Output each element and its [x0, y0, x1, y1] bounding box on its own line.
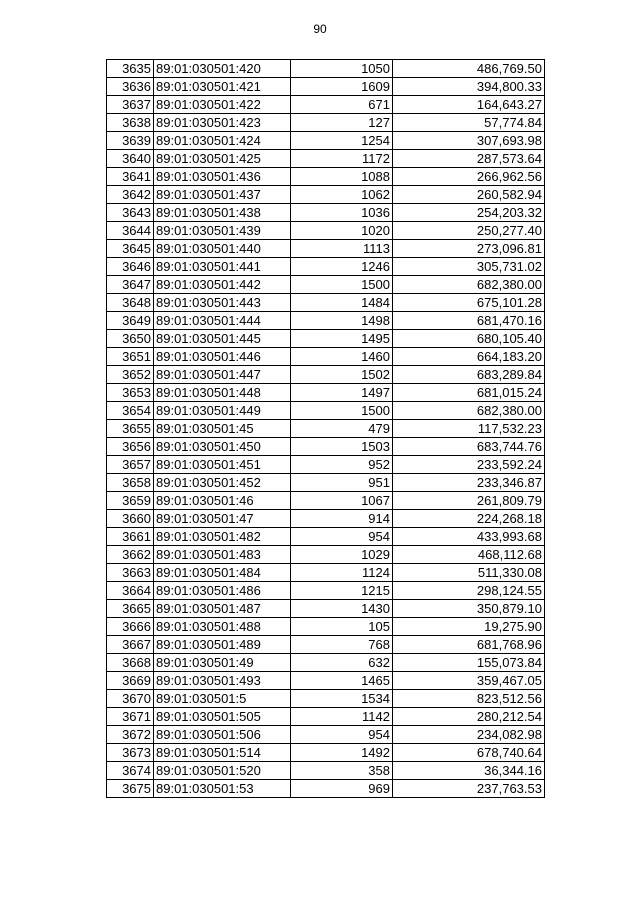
cadastral-value-cell: 682,380.00 — [393, 276, 545, 294]
area-cell: 1254 — [291, 132, 393, 150]
table-row — [107, 402, 545, 420]
cadastral-value-cell: 233,346.87 — [393, 474, 545, 492]
cadastral-value-cell: 682,380.00 — [393, 402, 545, 420]
cadastral-number-cell: 89:01:030501:506 — [154, 726, 291, 744]
area-cell: 1465 — [291, 672, 393, 690]
cadastral-number-cell: 89:01:030501:447 — [154, 366, 291, 384]
row-number-cell: 3669 — [107, 672, 154, 690]
cadastral-number-cell: 89:01:030501:483 — [154, 546, 291, 564]
cadastral-value-cell: 164,643.27 — [393, 96, 545, 114]
row-number-cell: 3672 — [107, 726, 154, 744]
area-cell: 954 — [291, 726, 393, 744]
table-row — [107, 384, 545, 402]
row-number-cell: 3658 — [107, 474, 154, 492]
cadastral-value-cell: 19,275.90 — [393, 618, 545, 636]
table-row — [107, 690, 545, 708]
table-row — [107, 276, 545, 294]
row-number-cell: 3640 — [107, 150, 154, 168]
cadastral-number-cell: 89:01:030501:450 — [154, 438, 291, 456]
row-number-cell: 3645 — [107, 240, 154, 258]
cadastral-value-cell: 683,744.76 — [393, 438, 545, 456]
area-cell: 1503 — [291, 438, 393, 456]
area-cell: 1088 — [291, 168, 393, 186]
cadastral-value-cell: 675,101.28 — [393, 294, 545, 312]
area-cell: 952 — [291, 456, 393, 474]
row-number-cell: 3652 — [107, 366, 154, 384]
table-row — [107, 636, 545, 654]
row-number-cell: 3674 — [107, 762, 154, 780]
table-row — [107, 132, 545, 150]
area-cell: 1430 — [291, 600, 393, 618]
row-number-cell: 3675 — [107, 780, 154, 798]
cadastral-number-cell: 89:01:030501:520 — [154, 762, 291, 780]
table-row — [107, 456, 545, 474]
cadastral-value-cell: 237,763.53 — [393, 780, 545, 798]
row-number-cell: 3636 — [107, 78, 154, 96]
cadastral-value-cell: 280,212.54 — [393, 708, 545, 726]
area-cell: 1029 — [291, 546, 393, 564]
row-number-cell: 3635 — [107, 60, 154, 78]
table-row — [107, 240, 545, 258]
cadastral-number-cell: 89:01:030501:436 — [154, 168, 291, 186]
cadastral-value-cell: 261,809.79 — [393, 492, 545, 510]
row-number-cell: 3653 — [107, 384, 154, 402]
cadastral-value-cell: 266,962.56 — [393, 168, 545, 186]
area-cell: 1067 — [291, 492, 393, 510]
cadastral-number-cell: 89:01:030501:488 — [154, 618, 291, 636]
cadastral-value-cell: 254,203.32 — [393, 204, 545, 222]
table-row — [107, 60, 545, 78]
area-cell: 951 — [291, 474, 393, 492]
cadastral-number-cell: 89:01:030501:47 — [154, 510, 291, 528]
area-cell: 1036 — [291, 204, 393, 222]
table-row — [107, 654, 545, 672]
table-row — [107, 582, 545, 600]
area-cell: 914 — [291, 510, 393, 528]
area-cell: 1495 — [291, 330, 393, 348]
row-number-cell: 3642 — [107, 186, 154, 204]
cadastral-value-cell: 260,582.94 — [393, 186, 545, 204]
row-number-cell: 3643 — [107, 204, 154, 222]
row-number-cell: 3661 — [107, 528, 154, 546]
cadastral-number-cell: 89:01:030501:443 — [154, 294, 291, 312]
cadastral-number-cell: 89:01:030501:425 — [154, 150, 291, 168]
cadastral-number-cell: 89:01:030501:423 — [154, 114, 291, 132]
cadastral-number-cell: 89:01:030501:422 — [154, 96, 291, 114]
area-cell: 1124 — [291, 564, 393, 582]
cadastral-number-cell: 89:01:030501:439 — [154, 222, 291, 240]
cadastral-number-cell: 89:01:030501:442 — [154, 276, 291, 294]
table-row — [107, 294, 545, 312]
cadastral-number-cell: 89:01:030501:46 — [154, 492, 291, 510]
cadastral-value-cell: 250,277.40 — [393, 222, 545, 240]
table-row — [107, 762, 545, 780]
table-row — [107, 258, 545, 276]
cadastral-value-cell: 683,289.84 — [393, 366, 545, 384]
table-row — [107, 330, 545, 348]
cadastral-number-cell: 89:01:030501:441 — [154, 258, 291, 276]
table-row — [107, 726, 545, 744]
row-number-cell: 3655 — [107, 420, 154, 438]
cadastral-number-cell: 89:01:030501:445 — [154, 330, 291, 348]
area-cell: 1534 — [291, 690, 393, 708]
area-cell: 1142 — [291, 708, 393, 726]
table-row — [107, 222, 545, 240]
area-cell: 1492 — [291, 744, 393, 762]
table-row — [107, 420, 545, 438]
row-number-cell: 3663 — [107, 564, 154, 582]
row-number-cell: 3647 — [107, 276, 154, 294]
cadastral-value-cell: 287,573.64 — [393, 150, 545, 168]
row-number-cell: 3644 — [107, 222, 154, 240]
table-row — [107, 510, 545, 528]
table-row — [107, 780, 545, 798]
table-row — [107, 474, 545, 492]
table-row — [107, 708, 545, 726]
table-row — [107, 528, 545, 546]
cadastral-number-cell: 89:01:030501:5 — [154, 690, 291, 708]
row-number-cell: 3648 — [107, 294, 154, 312]
cadastral-value-cell: 305,731.02 — [393, 258, 545, 276]
area-cell: 1062 — [291, 186, 393, 204]
cadastral-number-cell: 89:01:030501:487 — [154, 600, 291, 618]
row-number-cell: 3651 — [107, 348, 154, 366]
row-number-cell: 3646 — [107, 258, 154, 276]
area-cell: 1500 — [291, 276, 393, 294]
cadastral-value-cell: 155,073.84 — [393, 654, 545, 672]
table-row — [107, 348, 545, 366]
cadastral-number-cell: 89:01:030501:484 — [154, 564, 291, 582]
cadastral-value-cell: 350,879.10 — [393, 600, 545, 618]
cadastral-number-cell: 89:01:030501:440 — [154, 240, 291, 258]
cadastral-number-cell: 89:01:030501:451 — [154, 456, 291, 474]
cadastral-value-cell: 678,740.64 — [393, 744, 545, 762]
row-number-cell: 3666 — [107, 618, 154, 636]
area-cell: 1050 — [291, 60, 393, 78]
row-number-cell: 3641 — [107, 168, 154, 186]
cadastral-value-cell: 823,512.56 — [393, 690, 545, 708]
area-cell: 1609 — [291, 78, 393, 96]
area-cell: 105 — [291, 618, 393, 636]
cadastral-number-cell: 89:01:030501:53 — [154, 780, 291, 798]
table-row — [107, 168, 545, 186]
cadastral-number-cell: 89:01:030501:448 — [154, 384, 291, 402]
cadastral-value-cell: 433,993.68 — [393, 528, 545, 546]
table-row — [107, 96, 545, 114]
row-number-cell: 3671 — [107, 708, 154, 726]
row-number-cell: 3667 — [107, 636, 154, 654]
area-cell: 632 — [291, 654, 393, 672]
cadastral-value-cell: 234,082.98 — [393, 726, 545, 744]
row-number-cell: 3638 — [107, 114, 154, 132]
cadastral-number-cell: 89:01:030501:505 — [154, 708, 291, 726]
row-number-cell: 3639 — [107, 132, 154, 150]
row-number-cell: 3670 — [107, 690, 154, 708]
cadastral-number-cell: 89:01:030501:514 — [154, 744, 291, 762]
table-row — [107, 78, 545, 96]
cadastral-number-cell: 89:01:030501:49 — [154, 654, 291, 672]
cadastral-number-cell: 89:01:030501:489 — [154, 636, 291, 654]
cadastral-number-cell: 89:01:030501:449 — [154, 402, 291, 420]
table-row — [107, 114, 545, 132]
cadastral-value-cell: 273,096.81 — [393, 240, 545, 258]
area-cell: 1498 — [291, 312, 393, 330]
cadastral-value-cell: 117,532.23 — [393, 420, 545, 438]
cadastral-number-cell: 89:01:030501:452 — [154, 474, 291, 492]
cadastral-number-cell: 89:01:030501:421 — [154, 78, 291, 96]
cadastral-value-cell: 468,112.68 — [393, 546, 545, 564]
area-cell: 1502 — [291, 366, 393, 384]
cadastral-value-cell: 664,183.20 — [393, 348, 545, 366]
cadastral-number-cell: 89:01:030501:45 — [154, 420, 291, 438]
area-cell: 479 — [291, 420, 393, 438]
cadastral-number-cell: 89:01:030501:486 — [154, 582, 291, 600]
table-row — [107, 312, 545, 330]
cadastral-number-cell: 89:01:030501:437 — [154, 186, 291, 204]
table-row — [107, 672, 545, 690]
table-row — [107, 600, 545, 618]
cadastral-value-table — [106, 59, 545, 798]
area-cell: 1215 — [291, 582, 393, 600]
cadastral-number-cell: 89:01:030501:420 — [154, 60, 291, 78]
area-cell: 671 — [291, 96, 393, 114]
cadastral-value-cell: 681,470.16 — [393, 312, 545, 330]
cadastral-value-cell: 224,268.18 — [393, 510, 545, 528]
cadastral-value-cell: 233,592.24 — [393, 456, 545, 474]
row-number-cell: 3673 — [107, 744, 154, 762]
row-number-cell: 3649 — [107, 312, 154, 330]
cadastral-value-cell: 36,344.16 — [393, 762, 545, 780]
table-row — [107, 150, 545, 168]
table-row — [107, 546, 545, 564]
area-cell: 1460 — [291, 348, 393, 366]
area-cell: 969 — [291, 780, 393, 798]
page-number: 90 — [313, 22, 327, 36]
area-cell: 127 — [291, 114, 393, 132]
cadastral-value-cell: 486,769.50 — [393, 60, 545, 78]
area-cell: 954 — [291, 528, 393, 546]
area-cell: 1484 — [291, 294, 393, 312]
cadastral-value-cell: 307,693.98 — [393, 132, 545, 150]
row-number-cell: 3657 — [107, 456, 154, 474]
area-cell: 358 — [291, 762, 393, 780]
cadastral-value-cell: 681,768.96 — [393, 636, 545, 654]
cadastral-value-cell: 298,124.55 — [393, 582, 545, 600]
cadastral-number-cell: 89:01:030501:446 — [154, 348, 291, 366]
row-number-cell: 3656 — [107, 438, 154, 456]
cadastral-number-cell: 89:01:030501:424 — [154, 132, 291, 150]
row-number-cell: 3665 — [107, 600, 154, 618]
row-number-cell: 3668 — [107, 654, 154, 672]
table-body — [107, 60, 545, 798]
table-row — [107, 204, 545, 222]
row-number-cell: 3664 — [107, 582, 154, 600]
cadastral-number-cell: 89:01:030501:438 — [154, 204, 291, 222]
row-number-cell: 3654 — [107, 402, 154, 420]
area-cell: 1172 — [291, 150, 393, 168]
table-row — [107, 186, 545, 204]
area-cell: 1246 — [291, 258, 393, 276]
area-cell: 1113 — [291, 240, 393, 258]
table-row — [107, 366, 545, 384]
cadastral-value-cell: 680,105.40 — [393, 330, 545, 348]
table-row — [107, 744, 545, 762]
area-cell: 1020 — [291, 222, 393, 240]
row-number-cell: 3662 — [107, 546, 154, 564]
table-row — [107, 618, 545, 636]
row-number-cell: 3660 — [107, 510, 154, 528]
table-row — [107, 438, 545, 456]
row-number-cell: 3637 — [107, 96, 154, 114]
cadastral-value-cell: 681,015.24 — [393, 384, 545, 402]
cadastral-value-cell: 511,330.08 — [393, 564, 545, 582]
cadastral-value-cell: 57,774.84 — [393, 114, 545, 132]
table-row — [107, 564, 545, 582]
row-number-cell: 3650 — [107, 330, 154, 348]
cadastral-number-cell: 89:01:030501:482 — [154, 528, 291, 546]
cadastral-value-cell: 359,467.05 — [393, 672, 545, 690]
cadastral-number-cell: 89:01:030501:444 — [154, 312, 291, 330]
cadastral-number-cell: 89:01:030501:493 — [154, 672, 291, 690]
area-cell: 768 — [291, 636, 393, 654]
table-row — [107, 492, 545, 510]
row-number-cell: 3659 — [107, 492, 154, 510]
cadastral-value-cell: 394,800.33 — [393, 78, 545, 96]
area-cell: 1497 — [291, 384, 393, 402]
area-cell: 1500 — [291, 402, 393, 420]
